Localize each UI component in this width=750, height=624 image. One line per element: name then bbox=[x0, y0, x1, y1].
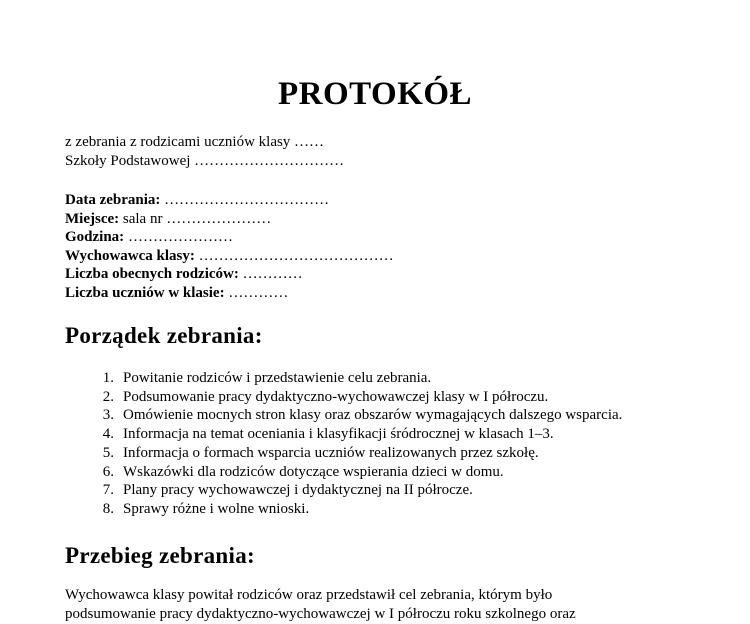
meta-label: Liczba uczniów w klasie: bbox=[65, 284, 225, 301]
meta-value: …………………………… bbox=[164, 192, 330, 208]
list-item bbox=[88, 444, 622, 463]
meeting-details bbox=[65, 191, 394, 303]
agenda-list bbox=[88, 369, 622, 519]
meta-row-place bbox=[65, 210, 394, 229]
list-item-text: Informacja na temat oceniania i klasyfikacji śródrocznej w klasach 1–3. bbox=[123, 426, 554, 443]
intro-block bbox=[65, 133, 344, 171]
meta-row-teacher bbox=[65, 247, 394, 266]
meta-row-date bbox=[65, 191, 394, 210]
course-heading: Przebieg zebrania: bbox=[65, 543, 255, 568]
list-item-text: Informacja o formach wsparcia uczniów realizowanych przez szkołę. bbox=[123, 444, 539, 461]
list-item-number: 6. bbox=[102, 463, 114, 480]
meta-label: Miejsce: bbox=[65, 210, 120, 227]
list-item bbox=[88, 388, 622, 407]
list-item-number: 4. bbox=[102, 426, 114, 443]
list-item-number: 2. bbox=[102, 388, 114, 405]
list-item-number: 3. bbox=[102, 407, 114, 424]
list-item-text: Powitanie rodziców i przedstawienie celu zebrania. bbox=[123, 370, 432, 386]
list-item bbox=[88, 406, 622, 425]
intro-line-school: Szkoły Podstawowej ………………………… bbox=[65, 153, 345, 169]
list-item bbox=[88, 369, 622, 388]
list-item bbox=[88, 425, 622, 444]
document-title: PROTOKÓŁ bbox=[277, 76, 473, 112]
agenda-heading: Porządek zebrania: bbox=[65, 323, 263, 348]
paragraph-line: Wychowawca klasy powitał rodziców oraz przedstawił cel zebrania, którym było bbox=[65, 587, 553, 603]
list-item-number: 1. bbox=[102, 370, 114, 386]
meta-label: Godzina: bbox=[65, 229, 125, 246]
meta-row-parents bbox=[65, 265, 394, 284]
list-item bbox=[88, 463, 622, 482]
list-item bbox=[88, 500, 622, 519]
meta-row-time bbox=[65, 228, 394, 247]
list-item-text: Podsumowanie pracy dydaktyczno-wychowawczej klasy w I półroczu. bbox=[123, 388, 549, 405]
course-paragraph bbox=[65, 586, 705, 624]
list-item-text: Plany pracy wychowawczej i dydaktycznej na II półrocze. bbox=[123, 482, 473, 499]
meta-row-students bbox=[65, 284, 394, 303]
list-item-number: 5. bbox=[102, 444, 114, 461]
paragraph-line: podsumowanie pracy dydaktyczno-wychowawczej w I półroczu roku szkolnego oraz bbox=[65, 606, 576, 622]
meta-value: sala nr ………………… bbox=[122, 210, 272, 227]
meta-label: Data zebrania: bbox=[65, 192, 161, 208]
list-item-number: 8. bbox=[102, 500, 114, 517]
meta-value: ………………… bbox=[127, 229, 233, 246]
meta-label: Wychowawca klasy: bbox=[65, 247, 195, 264]
meta-label: Liczba obecnych rodziców: bbox=[65, 266, 239, 283]
list-item-text: Sprawy różne i wolne wnioski. bbox=[123, 500, 310, 517]
meta-value: ………… bbox=[242, 266, 303, 283]
list-item-text: Omówienie mocnych stron klasy oraz obszarów wymagających dalszego wsparcia. bbox=[123, 407, 623, 424]
intro-line-class: z zebrania z rodzicami uczniów klasy …… bbox=[65, 134, 325, 150]
list-item-number: 7. bbox=[102, 482, 114, 499]
meta-value: ………… bbox=[228, 284, 289, 301]
meta-value: ………………………………… bbox=[198, 247, 394, 264]
list-item-text: Wskazówki dla rodziców dotyczące wspierania dzieci w domu. bbox=[123, 463, 504, 480]
list-item bbox=[88, 481, 622, 500]
